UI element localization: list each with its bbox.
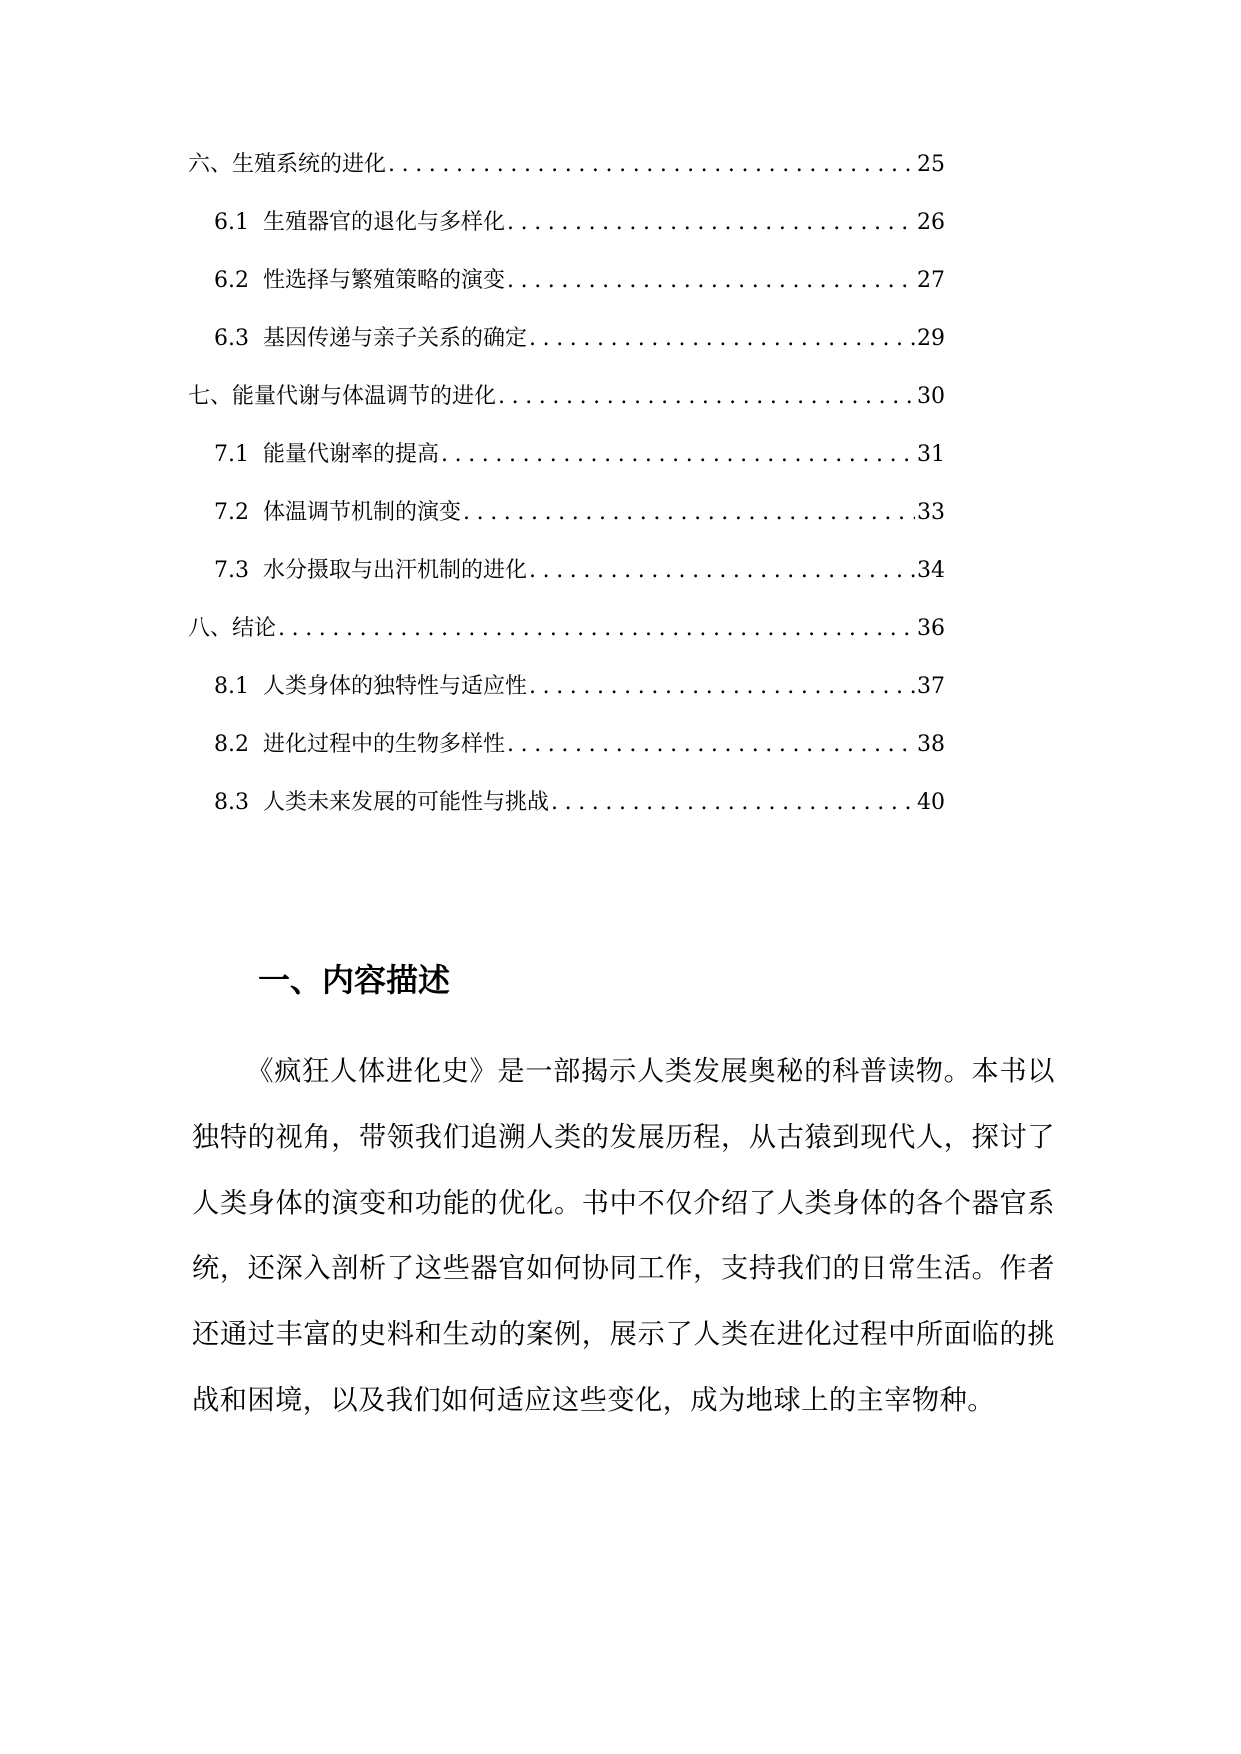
toc-entry-title: 体温调节机制的演变 (263, 500, 462, 525)
toc-entry-page: 27 (917, 268, 945, 293)
toc-entry-7-2[interactable] (214, 488, 945, 528)
toc-entry-title: 六、生殖系统的进化 (188, 152, 387, 177)
toc-entry-number: 6.3 (214, 326, 249, 351)
toc-entry-page: 38 (917, 732, 945, 757)
section-heading: 一、内容描述 (258, 961, 451, 999)
toc-entry-title: 人类未来发展的可能性与挑战 (263, 790, 550, 815)
toc-leader-dots (498, 382, 915, 412)
toc-entry-number: 7.2 (214, 500, 249, 525)
toc-entry-page: 29 (917, 326, 945, 351)
toc-entry-page: 30 (917, 384, 945, 409)
toc-leader-dots (463, 498, 915, 528)
toc-entry-title: 七、能量代谢与体温调节的进化 (188, 384, 497, 409)
toc-entry-6-2[interactable] (214, 256, 945, 296)
toc-entry-title: 基因传递与亲子关系的确定 (263, 326, 528, 351)
toc-entry-number: 8.1 (214, 674, 249, 699)
toc-entry-title: 性选择与繁殖策略的演变 (263, 268, 506, 293)
toc-leader-dots (529, 324, 915, 354)
toc-entry-page: 36 (917, 616, 945, 641)
toc-entry-title: 生殖器官的退化与多样化 (263, 210, 506, 235)
toc-entry-8-2[interactable] (214, 720, 945, 760)
toc-entry-page: 31 (917, 442, 945, 467)
toc-entry-8-3[interactable] (214, 778, 945, 818)
toc-entry-title: 水分摄取与出汗机制的进化 (263, 558, 528, 583)
toc-entry-number: 7.1 (214, 442, 249, 467)
toc-leader-dots (278, 614, 915, 644)
toc-entry-number: 7.3 (214, 558, 249, 583)
toc-entry-6-3[interactable] (214, 314, 945, 354)
toc-leader-dots (441, 440, 915, 470)
toc-entry-page: 26 (917, 210, 945, 235)
toc-leader-dots (507, 266, 915, 296)
toc-leader-dots (551, 788, 915, 818)
toc-leader-dots (529, 556, 915, 586)
toc-entry-number: 6.2 (214, 268, 249, 293)
section-paragraph: 《疯狂人体进化史》是一部揭示人类发展奥秘的科普读物。本书以独特的视角，带领我们追溯人类的发展历程，从古猿到现代人，探讨了人类身体的演变和功能的优化。书中不仅介绍了人类身体的各个器官系统，还深入剖析了这些器官如何协同工作，支持我们的日常生活。作者还通过丰富的史料和生动的案例，展示了人类在进化过程中所面临的挑战和困境，以及我们如何适应这些变化，成为地球上的主宰物种。 (192, 1056, 1055, 1416)
toc-entry-7-3[interactable] (214, 546, 945, 586)
toc-entry-page: 34 (917, 558, 945, 583)
toc-entry-title: 进化过程中的生物多样性 (263, 732, 506, 757)
toc-entry-number: 8.3 (214, 790, 249, 815)
toc-leader-dots (507, 208, 915, 238)
toc-leader-dots (529, 672, 915, 702)
toc-entry-title: 八、结论 (188, 616, 277, 641)
toc-entry-6-1[interactable] (214, 198, 945, 238)
toc-entry-chapter-7[interactable] (188, 372, 945, 412)
toc-entry-page: 37 (917, 674, 945, 699)
toc-leader-dots (507, 730, 915, 760)
toc-entry-chapter-8[interactable] (188, 604, 945, 644)
toc-entry-page: 33 (917, 500, 945, 525)
toc-entry-page: 25 (917, 152, 945, 177)
toc-entry-chapter-6[interactable] (188, 140, 945, 180)
toc-entry-title: 能量代谢率的提高 (263, 442, 440, 467)
toc-entry-page: 40 (917, 790, 945, 815)
toc-entry-8-1[interactable] (214, 662, 945, 702)
toc-entry-title: 人类身体的独特性与适应性 (263, 674, 528, 699)
toc-entry-7-1[interactable] (214, 430, 945, 470)
toc-entry-number: 6.1 (214, 210, 249, 235)
toc-leader-dots (388, 150, 915, 180)
toc-entry-number: 8.2 (214, 732, 249, 757)
